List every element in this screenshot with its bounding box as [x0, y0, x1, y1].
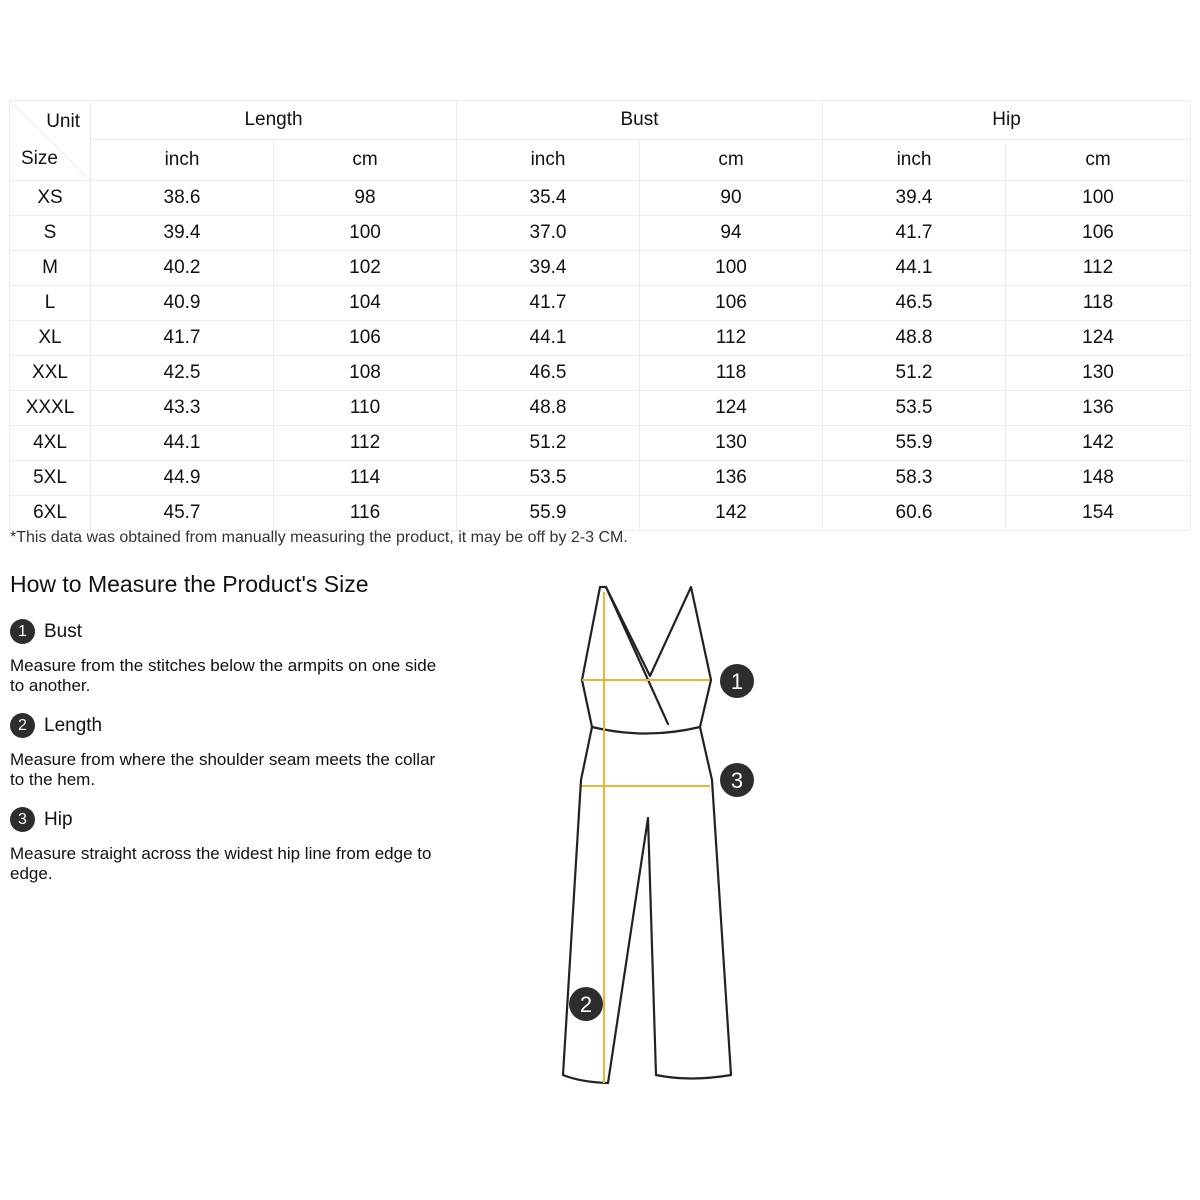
step-name: Bust — [44, 620, 83, 642]
step-number-badge: 2 — [10, 713, 35, 738]
step-bust — [10, 619, 82, 644]
measurement-cell: 112 — [1006, 251, 1191, 286]
measurement-cell: 100 — [274, 216, 457, 251]
measurement-cell: 142 — [640, 496, 823, 531]
measurement-cell: 53.5 — [457, 461, 640, 496]
size-cell: XXXL — [10, 391, 91, 426]
measurement-cell: 38.6 — [91, 181, 274, 216]
measurement-cell: 118 — [640, 356, 823, 391]
measurement-cell: 124 — [640, 391, 823, 426]
size-cell: 4XL — [10, 426, 91, 461]
measurement-cell: 60.6 — [823, 496, 1006, 531]
table-row — [10, 461, 1191, 496]
table-group-header-row — [10, 101, 1191, 140]
measurement-cell: 148 — [1006, 461, 1191, 496]
measurement-cell: 40.9 — [91, 286, 274, 321]
measurement-cell: 44.1 — [457, 321, 640, 356]
measurement-cell: 41.7 — [91, 321, 274, 356]
measurement-cell: 39.4 — [457, 251, 640, 286]
size-cell: XL — [10, 321, 91, 356]
measurement-cell: 40.2 — [91, 251, 274, 286]
marker-hip-label: 3 — [730, 768, 744, 793]
measurement-cell: 94 — [640, 216, 823, 251]
measurement-cell: 39.4 — [91, 216, 274, 251]
step-number-badge: 1 — [10, 619, 35, 644]
table-row — [10, 181, 1191, 216]
marker-bust-label: 1 — [730, 669, 744, 694]
table-row — [10, 286, 1191, 321]
step-description: Measure from the stitches below the armpits on one side to another. — [10, 656, 437, 695]
marker-length-label: 2 — [579, 992, 593, 1017]
measurement-cell: 44.1 — [91, 426, 274, 461]
marker-bust — [720, 664, 754, 698]
group-header-bust: Bust — [457, 101, 823, 140]
table-row — [10, 216, 1191, 251]
measurement-cell: 108 — [274, 356, 457, 391]
measurement-cell: 55.9 — [457, 496, 640, 531]
step-description: Measure from where the shoulder seam meets the collar to the hem. — [10, 750, 436, 789]
unit-header-length-inch: inch — [91, 140, 274, 181]
measurement-cell: 90 — [640, 181, 823, 216]
step-description: Measure straight across the widest hip line from edge to edge. — [10, 844, 432, 883]
measurement-cell: 37.0 — [457, 216, 640, 251]
corner-unit-label: Unit — [46, 111, 80, 132]
measurement-cell: 106 — [640, 286, 823, 321]
measurement-cell: 136 — [1006, 391, 1191, 426]
table-row — [10, 426, 1191, 461]
measurement-cell: 39.4 — [823, 181, 1006, 216]
measurement-cell: 104 — [274, 286, 457, 321]
measurement-cell: 106 — [274, 321, 457, 356]
corner-size-label: Size — [21, 148, 58, 169]
measurement-cell: 130 — [640, 426, 823, 461]
marker-length — [569, 987, 603, 1021]
group-header-length: Length — [91, 101, 457, 140]
measurement-cell: 136 — [640, 461, 823, 496]
step-name: Hip — [44, 808, 73, 830]
unit-header-bust-inch: inch — [457, 140, 640, 181]
measurement-cell: 124 — [1006, 321, 1191, 356]
measurement-cell: 43.3 — [91, 391, 274, 426]
measurement-cell: 48.8 — [457, 391, 640, 426]
table-row — [10, 251, 1191, 286]
measurement-cell: 41.7 — [457, 286, 640, 321]
measurement-cell: 112 — [640, 321, 823, 356]
step-name: Length — [44, 714, 103, 736]
step-hip — [10, 807, 73, 832]
howto-title: How to Measure the Product's Size — [10, 571, 369, 597]
measurement-cell: 98 — [274, 181, 457, 216]
measurement-cell: 58.3 — [823, 461, 1006, 496]
measurement-cell: 106 — [1006, 216, 1191, 251]
measurement-cell: 44.1 — [823, 251, 1006, 286]
table-row — [10, 321, 1191, 356]
measurement-cell: 154 — [1006, 496, 1191, 531]
measurement-cell: 114 — [274, 461, 457, 496]
measurement-cell: 44.9 — [91, 461, 274, 496]
measurement-cell: 116 — [274, 496, 457, 531]
measurement-cell: 45.7 — [91, 496, 274, 531]
table-body — [10, 181, 1191, 531]
size-cell: S — [10, 216, 91, 251]
measurement-cell: 102 — [274, 251, 457, 286]
size-cell: XS — [10, 181, 91, 216]
table-row — [10, 496, 1191, 531]
measurement-cell: 46.5 — [823, 286, 1006, 321]
measurement-cell: 130 — [1006, 356, 1191, 391]
measurement-cell: 48.8 — [823, 321, 1006, 356]
measurement-disclaimer: *This data was obtained from manually measuring the product, it may be off by 2-3 CM. — [10, 529, 628, 546]
measurement-cell: 51.2 — [457, 426, 640, 461]
size-cell: XXL — [10, 356, 91, 391]
measurement-cell: 46.5 — [457, 356, 640, 391]
measurement-cell: 53.5 — [823, 391, 1006, 426]
size-chart-table — [9, 100, 1191, 531]
table-corner-cell — [10, 101, 91, 181]
size-cell: M — [10, 251, 91, 286]
measurement-cell: 100 — [640, 251, 823, 286]
unit-header-hip-inch: inch — [823, 140, 1006, 181]
unit-header-length-cm: cm — [274, 140, 457, 181]
unit-header-hip-cm: cm — [1006, 140, 1191, 181]
table-unit-header-row — [10, 140, 1191, 181]
table-row — [10, 356, 1191, 391]
measurement-cell: 55.9 — [823, 426, 1006, 461]
marker-hip — [720, 763, 754, 797]
measurement-cell: 100 — [1006, 181, 1191, 216]
measurement-cell: 51.2 — [823, 356, 1006, 391]
group-header-hip: Hip — [823, 101, 1191, 140]
size-cell: 6XL — [10, 496, 91, 531]
size-cell: L — [10, 286, 91, 321]
table-row — [10, 391, 1191, 426]
measurement-cell: 41.7 — [823, 216, 1006, 251]
measurement-cell: 35.4 — [457, 181, 640, 216]
step-length — [10, 713, 102, 738]
jumpsuit-diagram — [540, 575, 770, 1095]
measurement-cell: 110 — [274, 391, 457, 426]
step-number-badge: 3 — [10, 807, 35, 832]
measurement-cell: 118 — [1006, 286, 1191, 321]
measurement-cell: 142 — [1006, 426, 1191, 461]
measurement-cell: 112 — [274, 426, 457, 461]
measurement-cell: 42.5 — [91, 356, 274, 391]
size-cell: 5XL — [10, 461, 91, 496]
unit-header-bust-cm: cm — [640, 140, 823, 181]
